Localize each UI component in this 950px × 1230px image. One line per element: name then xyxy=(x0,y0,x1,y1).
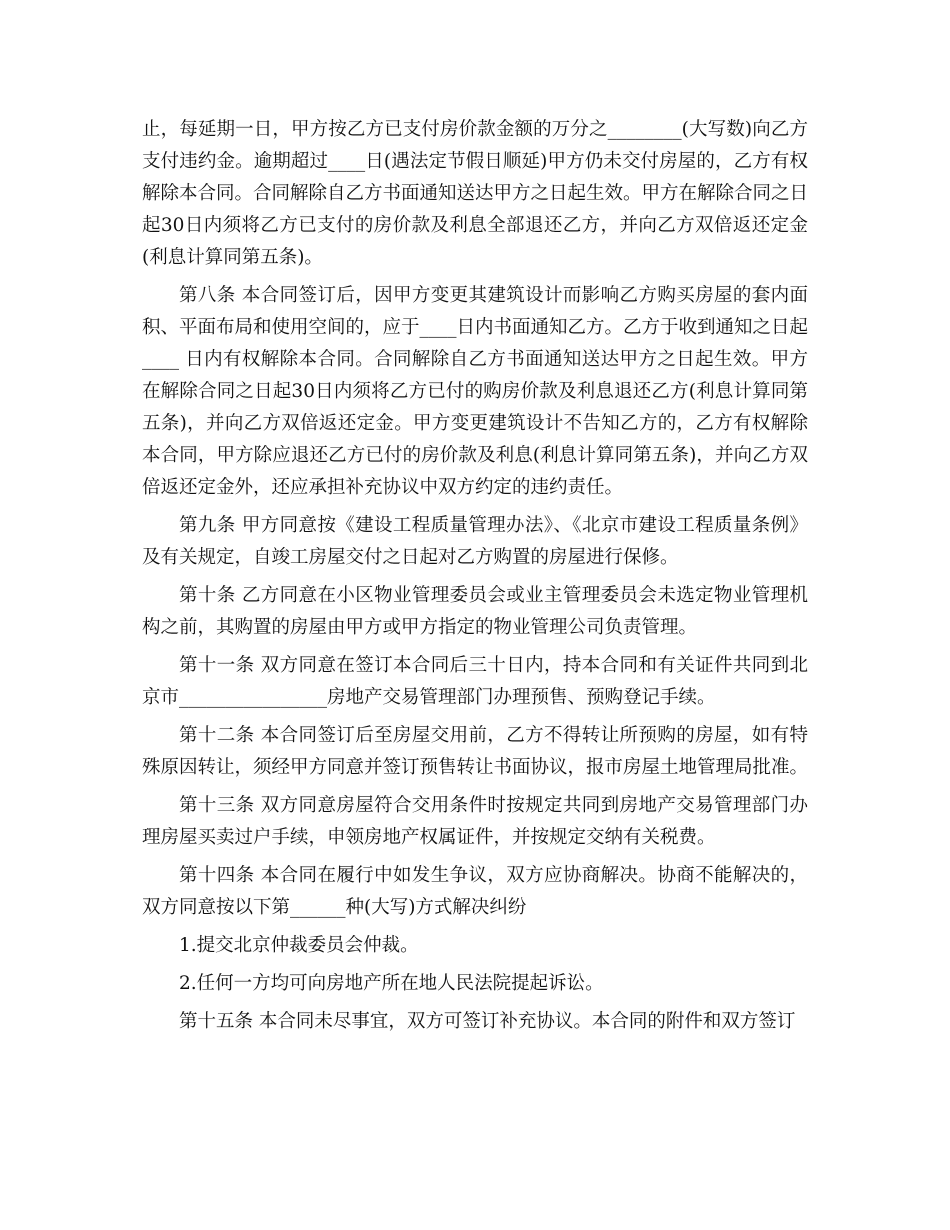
article-11: 第十一条 双方同意在签订本合同后三十日内，持本合同和有关证件共同到北京市________________房地产交易管理部门办理预售、预购登记手续。 xyxy=(142,655,808,708)
article-9: 第九条 甲方同意按《建设工程质量管理办法》、《北京市建设工程质量条例》及有关规定，自竣工房屋交付之日起对乙方购置的房屋进行保修。 xyxy=(142,515,808,568)
article-13: 第十三条 双方同意房屋符合交用条件时按规定共同到房地产交易管理部门办理房屋买卖过户手续，申领房地产权属证件，并按规定交纳有关税费。 xyxy=(142,795,808,848)
article-12: 第十二条 本合同签订后至房屋交用前，乙方不得转让所预购的房屋，如有特殊原因转让，须经甲方同意并签订预售转让书面协议，报市房屋土地管理局批准。 xyxy=(142,725,809,778)
contract-body xyxy=(142,114,808,1044)
article-8: 第八条 本合同签订后，因甲方变更其建筑设计而影响乙方购买房屋的套内面积、平面布局和使用空间的，应于____日内书面通知乙方。乙方于收到通知之日起____ 日内有权解除本合同。合同解除自乙方书面通知送达甲方之日起生效。甲方在解除合同之日起30日内须将乙方已付的购房价款及利息退还乙方(利息计算同第五条)，并向乙方双倍返还定金。甲方变更建筑设计不告知乙方的，乙方有权解除本合同，甲方除应退还乙方已付的房价款及利息(利息计算同第五条)，并向乙方双倍返还定金外，还应承担补充协议中双方约定的违约责任。 xyxy=(142,285,809,498)
paragraph-continuation: 止，每延期一日，甲方按乙方已支付房价款金额的万分之________(大写数)向乙方支付违约金。逾期超过____日(遇法定节假日顺延)甲方仍未交付房屋的，乙方有权解除本合同。合同解除自乙方书面通知送达甲方之日起生效。甲方在解除合同之日起30日内须将乙方已支付的房价款及利息全部退还乙方，并向乙方双倍返还定金(利息计算同第五条)。 xyxy=(142,119,809,268)
dispute-option-1: 1.提交北京仲裁委员会仲裁。 xyxy=(179,935,419,956)
dispute-option-2: 2.任何一方均可向房地产所在地人民法院提起诉讼。 xyxy=(179,973,604,994)
article-14: 第十四条 本合同在履行中如发生争议，双方应协商解决。协商不能解决的，双方同意按以下第______种(大写)方式解决纠纷 xyxy=(142,865,808,918)
article-15: 第十五条 本合同未尽事宜，双方可签订补充协议。本合同的附件和双方签订 xyxy=(179,1011,796,1032)
article-10: 第十条 乙方同意在小区物业管理委员会或业主管理委员会未选定物业管理机构之前，其购置的房屋由甲方或甲方指定的物业管理公司负责管理。 xyxy=(142,585,808,638)
